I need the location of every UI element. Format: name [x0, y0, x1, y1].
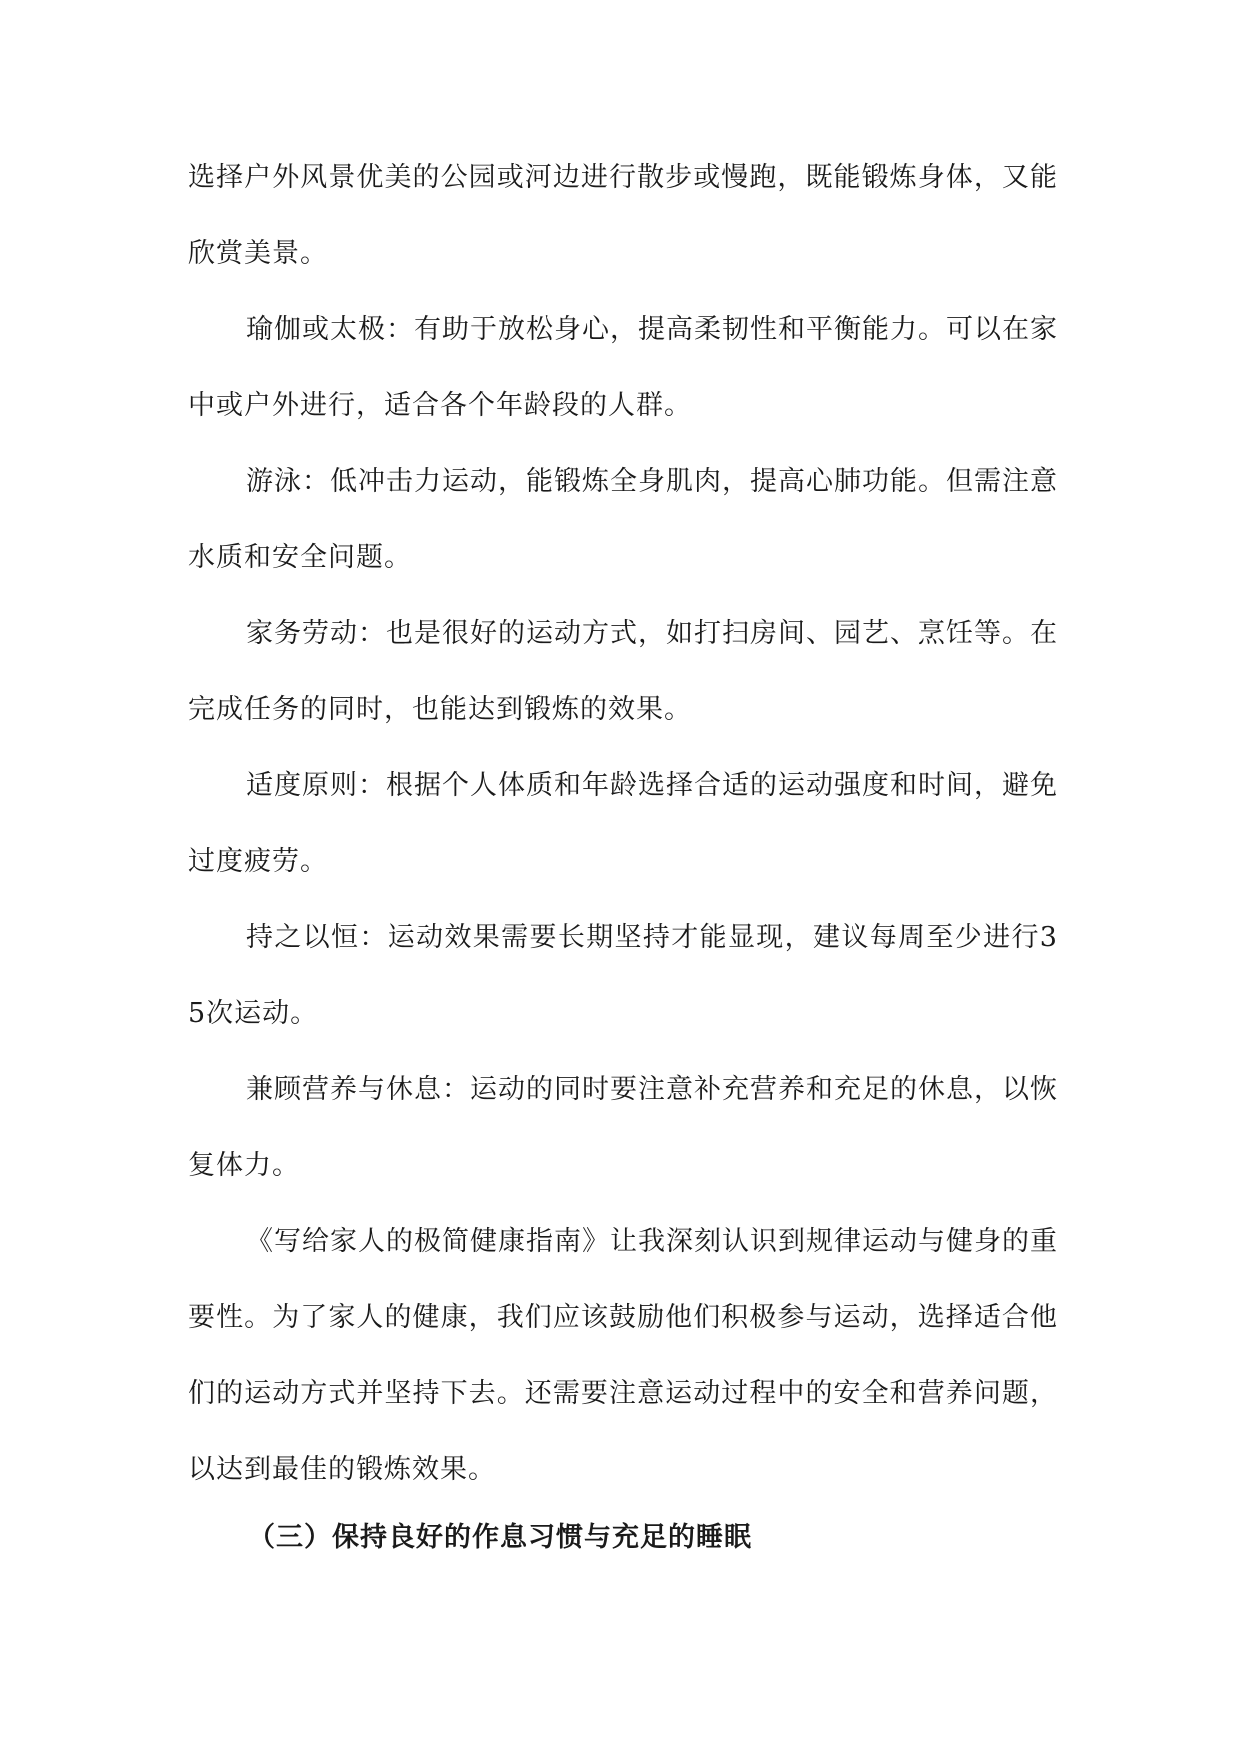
paragraph-conclusion: 《写给家人的极简健康指南》让我深刻认识到规律运动与健身的重要性。为了家人的健康，我们应该鼓励他们积极参与运动，选择适合他们的运动方式并坚持下去。还需要注意运动过程中的安全和营养问题，以达到最佳的锻炼效果。 [188, 1226, 1058, 1485]
paragraph-moderation-principle: 适度原则：根据个人体质和年龄选择合适的运动强度和时间，避免过度疲劳。 [188, 770, 1058, 877]
paragraph-swimming: 游泳：低冲击力运动，能锻炼全身肌肉，提高心肺功能。但需注意水质和安全问题。 [188, 466, 1058, 573]
paragraph-outdoor-walking: 选择户外风景优美的公园或河边进行散步或慢跑，既能锻炼身体，又能欣赏美景。 [188, 162, 1058, 269]
paragraph-housework: 家务劳动：也是很好的运动方式，如打扫房间、园艺、烹饪等。在完成任务的同时，也能达到锻炼的效果。 [188, 618, 1058, 725]
paragraph-nutrition-rest: 兼顾营养与休息：运动的同时要注意补充营养和充足的休息，以恢复体力。 [188, 1074, 1058, 1181]
section-heading: （三）保持良好的作息习惯与充足的睡眠 [248, 1522, 752, 1553]
paragraph-yoga-taichi: 瑜伽或太极：有助于放松身心，提高柔韧性和平衡能力。可以在家中或户外进行，适合各个年龄段的人群。 [188, 314, 1058, 421]
paragraph-persistence: 持之以恒：运动效果需要长期坚持才能显现，建议每周至少进行35次运动。 [188, 922, 1058, 1029]
body-text [188, 140, 1058, 1508]
